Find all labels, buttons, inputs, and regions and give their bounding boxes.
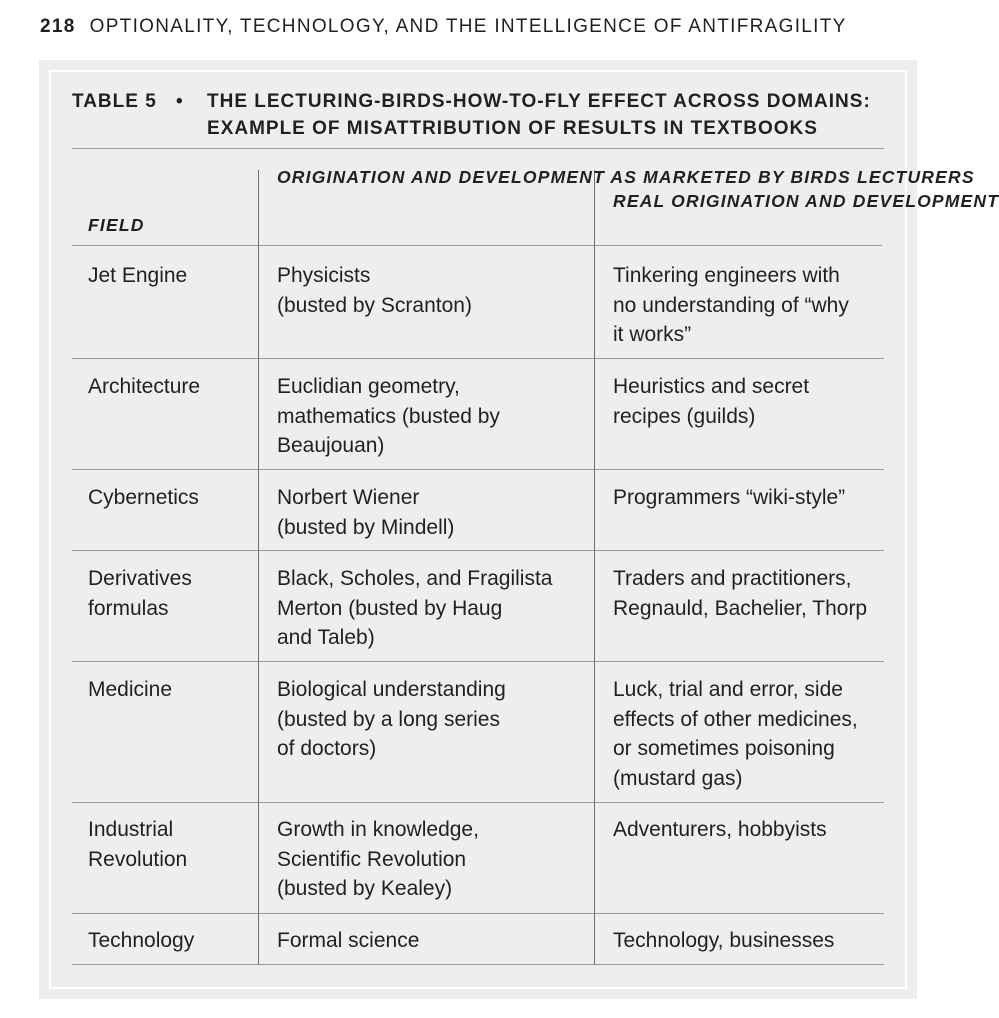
cell-line: Architecture [88, 375, 201, 398]
table-row-3-marketed [277, 483, 454, 542]
table-row-1-field [88, 261, 187, 291]
cell-line: Programmers “wiki-style” [613, 486, 846, 509]
table-row-6-marketed [277, 815, 479, 904]
cell-line: recipes (guilds) [613, 404, 756, 428]
table-title-line-2: EXAMPLE OF MISATTRIBUTION OF RESULTS IN TEXTBOOKS [207, 118, 818, 139]
table-row-7-marketed [277, 926, 419, 956]
cell-line: Biological understanding [277, 678, 506, 701]
cell-line: Industrial [88, 818, 174, 841]
table-row-7-real [613, 926, 834, 956]
cell-line: Cybernetics [88, 486, 199, 509]
table-row-6-real [613, 815, 827, 845]
cell-line: of doctors) [277, 737, 377, 761]
table-row-3-field [88, 483, 199, 513]
cell-line: (mustard gas) [613, 766, 743, 790]
cell-line: Scientific Revolution [277, 847, 467, 871]
cell-line: or sometimes poisoning [613, 737, 835, 761]
cell-line: Medicine [88, 678, 173, 701]
cell-line: and Taleb) [277, 626, 375, 650]
cell-line: Beaujouan) [277, 434, 385, 458]
cell-line: Jet Engine [88, 264, 188, 287]
running-head [40, 16, 847, 38]
header-real [613, 189, 999, 213]
cell-line: Merton (busted by Haug [277, 596, 503, 620]
cell-line: (busted by a long series [277, 707, 500, 731]
column-divider-2 [594, 170, 595, 965]
table-row-3-real [613, 483, 845, 513]
cell-line: Derivatives [88, 567, 192, 590]
cell-line: Traders and practitioners, [613, 567, 852, 590]
cell-line: (busted by Mindell) [277, 515, 455, 539]
header-marketed-line: ORIGINATION AND [277, 167, 453, 187]
cell-line: Revolution [88, 847, 188, 871]
table-row-1-marketed [277, 261, 472, 320]
table-row-2-field [88, 372, 200, 402]
rule-title [72, 148, 884, 149]
column-divider-1 [258, 170, 259, 965]
table-row-4-marketed [277, 564, 552, 653]
rule-header [72, 245, 882, 246]
cell-line: Black, Scholes, and Fragilista [277, 567, 553, 590]
table-row-4-field [88, 564, 192, 623]
table-row-6-field [88, 815, 187, 874]
header-real-line: AND DEVELOPMENT [805, 191, 999, 211]
cell-line: Norbert Wiener [277, 486, 420, 509]
cell-line: formulas [88, 596, 169, 620]
table-row-5-real [613, 675, 858, 793]
cell-line: Euclidian geometry, [277, 375, 460, 398]
table-row-7-field [88, 926, 194, 956]
cell-line: Physicists [277, 264, 371, 287]
header-field [88, 213, 145, 237]
cell-line: Technology [88, 929, 195, 952]
cell-line: Regnauld, Bachelier, Thorp [613, 596, 868, 620]
table-row-2-real [613, 372, 809, 431]
cell-line: Growth in knowledge, [277, 818, 479, 841]
header-marketed-line: DEVELOPMENT AS MARKETED [458, 167, 752, 187]
cell-line: Formal science [277, 929, 420, 952]
cell-line: effects of other medicines, [613, 707, 858, 731]
running-head-title: OPTIONALITY, TECHNOLOGY, AND THE INTELLIGENCE OF ANTIFRAGILITY [89, 16, 847, 37]
rule-row-3 [72, 550, 884, 551]
header-marketed-line: BY BIRDS LECTURERS [757, 167, 975, 187]
cell-line: mathematics (busted by [277, 404, 500, 428]
cell-line: no understanding of “why [613, 293, 849, 317]
rule-row-1 [72, 358, 884, 359]
table-title-line-1: THE LECTURING-BIRDS-HOW-TO-FLY EFFECT ACROSS DOMAINS: [207, 91, 871, 112]
cell-line: Luck, trial and error, side [613, 678, 843, 701]
rule-bottom [72, 964, 884, 965]
header-field-line: FIELD [88, 215, 145, 235]
page-number: 218 [40, 16, 76, 37]
cell-line: it works” [613, 323, 692, 347]
rule-row-2 [72, 469, 884, 470]
table-row-2-marketed [277, 372, 500, 461]
cell-line: Adventurers, hobbyists [613, 818, 827, 841]
cell-line: Tinkering engineers with [613, 264, 840, 287]
table-title-bullet: • [176, 91, 184, 112]
header-real-line: REAL ORIGINATION [613, 191, 800, 211]
rule-row-4 [72, 661, 884, 662]
header-marketed [277, 165, 975, 189]
rule-row-5 [72, 802, 884, 803]
rule-row-6 [72, 913, 884, 914]
table-row-1-real [613, 261, 849, 350]
cell-line: (busted by Kealey) [277, 877, 453, 901]
cell-line: Technology, businesses [613, 929, 835, 952]
table-row-5-marketed [277, 675, 506, 764]
table-row-4-real [613, 564, 867, 623]
cell-line: Heuristics and secret [613, 375, 810, 398]
table-row-5-field [88, 675, 172, 705]
table-label: TABLE 5 [72, 91, 157, 112]
cell-line: (busted by Scranton) [277, 293, 472, 317]
